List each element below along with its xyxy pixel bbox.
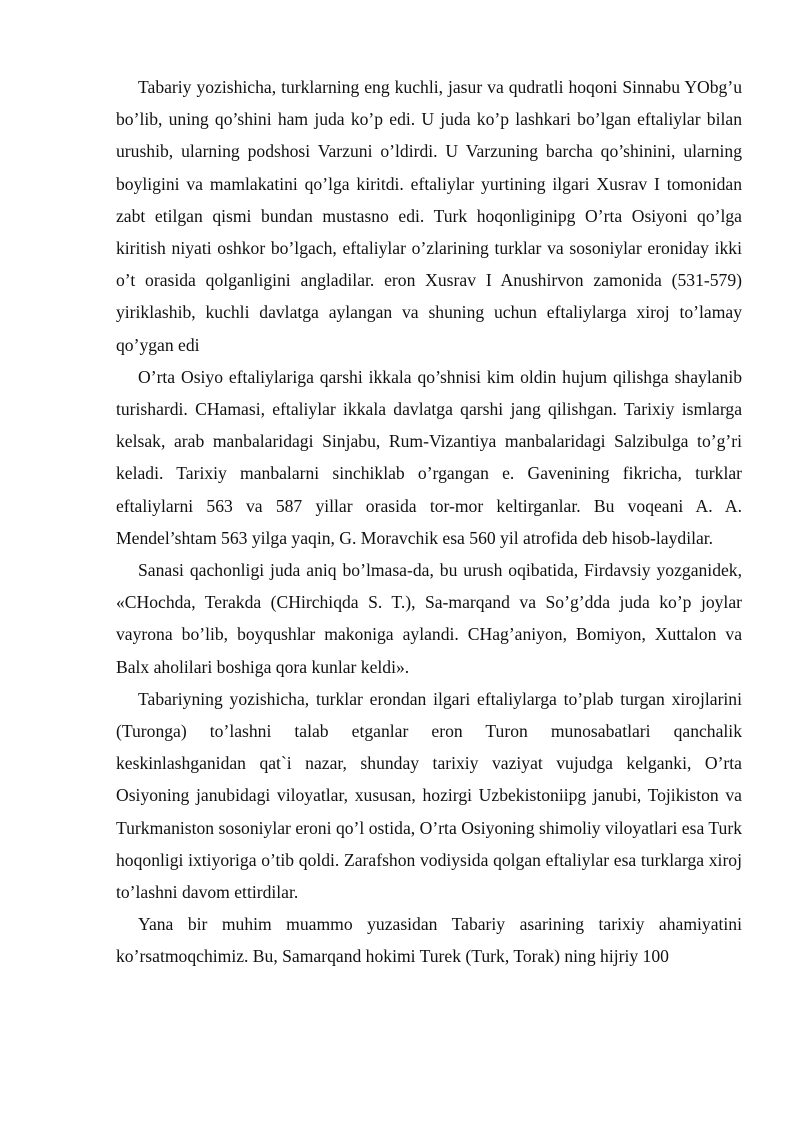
paragraph-turon-relations: Tabariyning yozishicha, turklar erondan ilgari eftaliylarga to’plab turgan xirojlarini (Turonga) to’lashni talab etganlar eron Turon munosabatlari qanchalik keskinlashganidan qat`i nazar, shunday tarixiy vaziyat vujudga kelganki, O’rta Osiyoning janubidagi viloyatlar, xususan, hozirgi Uzbekistoniipg janubi, Tojikiston va Turkmaniston sosoniylar eroni qo’l ostida, O’rta Osiyoning shimoliy viloyatlari esa Turk hoqonligi ixtiyoriga o’tib qoldi. Zarafshon vodiysida qolgan eftaliylar esa turklarga xiroj to’lashni davom ettirdilar.: [116, 688, 742, 903]
paragraph-eftaliylar-neighbors: O’rta Osiyo eftaliylariga qarshi ikkala qo’shnisi kim oldin hujum qilishga shaylanib turishardi. CHamasi, eftaliylar ikkala davlatga qarshi jang qilishgan. Tarixiy ismlarga kelsak, arab manbalaridagi Sinjabu, Rum-Vizantiya manbalaridagi Salzibulga to’g’ri keladi. Tarixiy manbalarni sinchiklab o’rgangan e. Gavenining fikricha, turklar eftaliylarni 563 va 587 yillar orasida tor-mor keltirganlar. Bu voqeani A. A. Mendel’shtam 563 yilga yaqin, G. Moravchik esa 560 yil atrofida deb hisob-laydilar.: [116, 366, 742, 548]
paragraph-firdavsiy-quote: Sanasi qachonligi juda aniq bo’lmasa-da, bu urush oqibatida, Firdavsiy yozganidek, «CHochda, Terakda (CHirchiqda S. T.), Sa-marqand va So’g’dda juda ko’p joylar vayrona bo’lib, boyqushlar makoniga aylandi. CHag’aniyon, Bomiyon, Xuttalon va Balx aholilari boshiga qora kunlar keldi».: [116, 560, 742, 677]
paragraph-samarqand-turek: Yana bir muhim muammo yuzasidan Tabariy asarining tarixiy ahamiyatini ko’rsatmoqchimiz. Bu, Samarqand hokimi Turek (Turk, Torak) ning hijriy 100: [116, 914, 742, 967]
document-page: [116, 71, 742, 973]
paragraph-tabariy-sinnabu: Tabariy yozishicha, turklarning eng kuchli, jasur va qudratli hoqoni Sinnabu YObg’u bo’lib, uning qo’shini ham juda ko’p edi. U juda ko’p lashkari bo’lgan eftaliylar bilan urushib, ularning podshosi Varzuni o’ldirdi. U Varzuning barcha qo’shinini, ularning boyligini va mamlakatini qo’lga kiritdi. eftaliylar yurtining ilgari Xusrav I tomonidan zabt etilgan qismi bundan mustasno edi. Turk hoqonliginipg O’rta Osiyoni qo’lga kiritish niyati oshkor bo’lgach, eftaliylar o’zlarining turklar va sosoniylar eroniday ikki o’t orasida qolganligini angladilar. eron Xusrav I Anushirvon zamonida (531-579) yiriklashib, kuchli davlatga aylangan va shuning uchun eftaliylarga xiroj to’lamay qo’ygan edi: [116, 77, 742, 355]
